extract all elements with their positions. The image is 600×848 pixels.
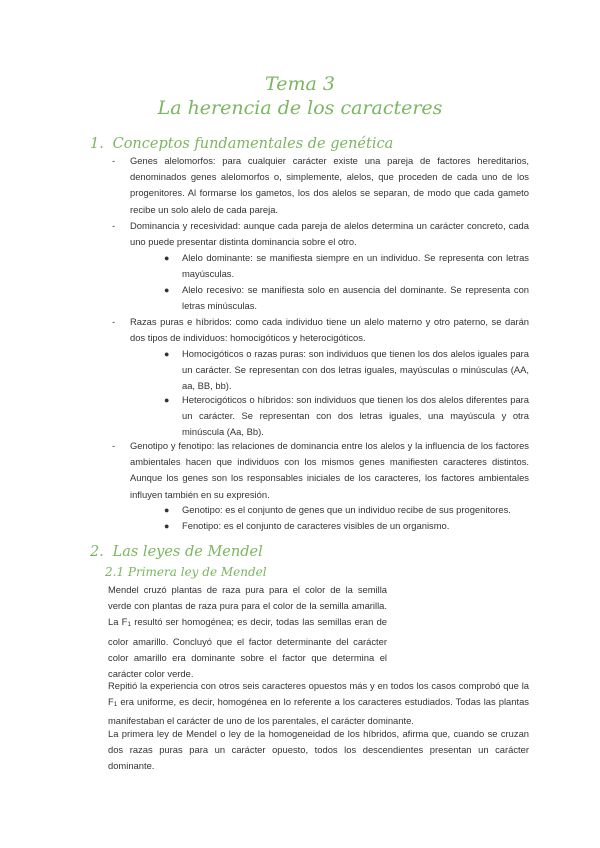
item-genes-alelomorfos: Genes alelomorfos: para cualquier carácter existe una pareja de factores hereditarios, denominados genes alelomorfos o, simplemente, alelos, que proceden de cada uno de los progenitores. Al formarse los gametos, los dos alelos se separan, de modo que cada gameto recibe un solo alelo de cada pareja. — [130, 155, 529, 215]
paragraph-repeticion — [108, 678, 529, 730]
p2-text-a: Repitió la experiencia con otros seis caracteres opuestos más y en todos los casos comprobó que la F — [108, 680, 529, 708]
bullet-marker: ● — [164, 253, 170, 263]
section1-heading — [90, 136, 393, 152]
subitem-alelo-dominante: Alelo dominante: se manifiesta siempre en un individuo. Se representa con letras mayúsculas. — [182, 252, 529, 280]
bullet-marker: ● — [164, 521, 170, 531]
doc-title-line1: Tema 3 — [265, 73, 335, 95]
section1-number: 1. — [90, 136, 104, 152]
bullet-marker: ● — [164, 395, 170, 405]
paragraph-mendel-cruce — [108, 582, 387, 682]
subitem-genotipo: Genotipo: es el conjunto de genes que un individuo recibe de sus progenitores. — [182, 504, 511, 515]
p1-text-b: resultó ser homogénea; es decir, todas las semillas eran de color amarillo. Concluyó que el factor determinante del carácter color amarillo era dominante sobre el factor que determina el carácter color verde. — [108, 616, 387, 680]
dash-marker: - — [112, 220, 116, 231]
dash-marker: - — [112, 316, 116, 327]
item-dominancia: Dominancia y recesividad: aunque cada pareja de alelos determina un carácter concreto, cada uno puede presentar distinta dominancia sobre el otro. — [130, 220, 529, 248]
subsection-heading: 2.1 Primera ley de Mendel — [105, 565, 267, 579]
bullet-marker: ● — [164, 285, 170, 295]
dash-marker: - — [112, 440, 116, 451]
section2-number: 2. — [90, 544, 104, 560]
subitem-alelo-recesivo: Alelo recesivo: se manifiesta solo en ausencia del dominante. Se representa con letras minúsculas. — [182, 284, 529, 312]
p2-text-b: era uniforme, es decir, homogénea en lo referente a los caracteres estudiados. Todas las plantas manifestaban el carácter de uno de los parentales, el carácter dominante. — [108, 696, 529, 727]
item-genotipo-fenotipo: Genotipo y fenotipo: las relaciones de dominancia entre los alelos y la influencia de los factores ambientales hacen que individuos con los mismos genes manifiesten caracteres distintos. Aunque los genes son los responsables iniciales de los caracteres, los factores ambientales influyen también en su expresión. — [130, 440, 529, 500]
section2-title: Las leyes de Mendel — [112, 544, 263, 560]
section2-heading — [90, 544, 263, 560]
paragraph-primera-ley: La primera ley de Mendel o ley de la homogeneidad de los híbridos, afirma que, cuando se cruzan dos razas puras para un carácter opuesto, todos los descendientes presentan un carácter dominante. — [108, 728, 529, 772]
item-razas-puras: Razas puras e híbridos: como cada individuo tiene un alelo materno y otro paterno, se darán dos tipos de individuos: homocigóticos y heterocigóticos. — [130, 316, 529, 344]
section1-title: Conceptos fundamentales de genética — [112, 136, 394, 152]
subitem-homocigoticos: Homocigóticos o razas puras: son individuos que tienen los dos alelos iguales para un carácter. Se representan con dos letras iguales, mayúsculas o minúsculas (AA, aa, BB, bb). — [182, 348, 529, 392]
doc-title-line2: La herencia de los caracteres — [157, 97, 443, 119]
p1-text-a: Mendel cruzó plantas de raza pura para el color de la semilla verde con plantas de raza pura para el color de la semilla amarilla. La F — [108, 584, 387, 628]
bullet-marker: ● — [164, 505, 170, 515]
dash-marker: - — [112, 155, 116, 166]
p2-subscript: 1 — [113, 701, 118, 709]
p1-subscript: 1 — [127, 621, 132, 629]
bullet-marker: ● — [164, 349, 170, 359]
subitem-heterocigoticos: Heterocigóticos o híbridos: son individuos que tienen los dos alelos diferentes para un carácter. Se representan con dos letras iguales, una mayúscula y otra minúscula (Aa, Bb). — [182, 394, 529, 438]
subitem-fenotipo: Fenotipo: es el conjunto de caracteres visibles de un organismo. — [182, 520, 450, 531]
